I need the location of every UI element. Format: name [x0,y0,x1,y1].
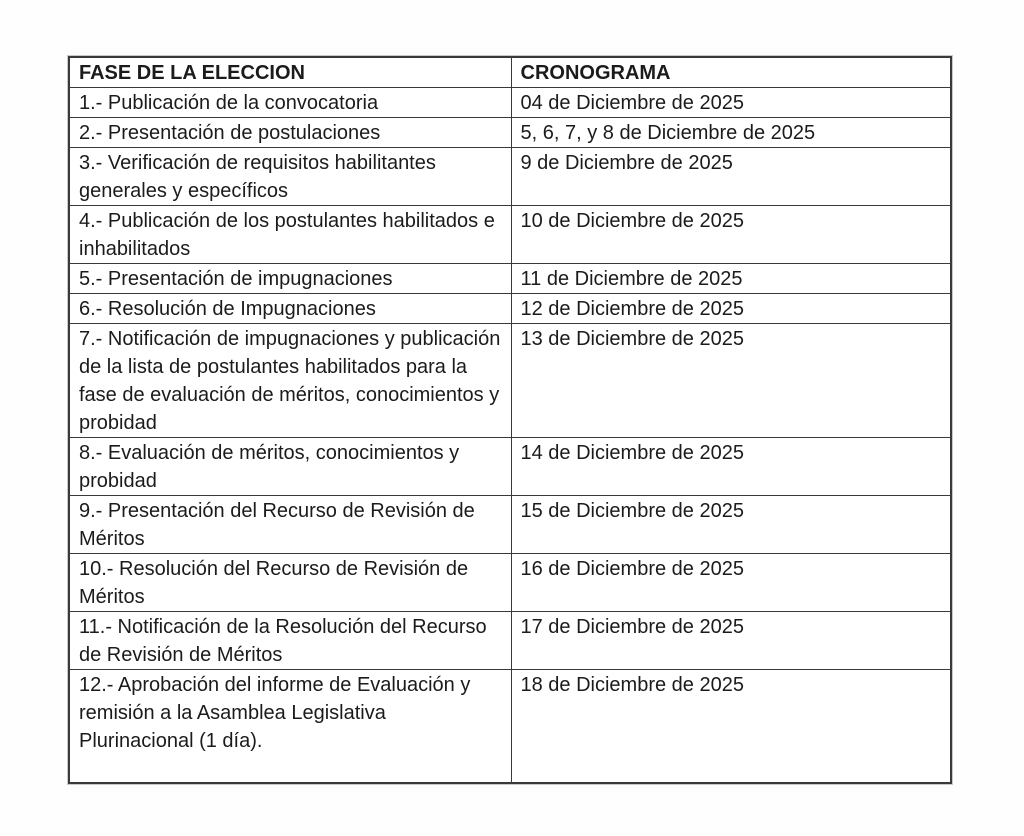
table-row [69,438,951,496]
cronograma-cell: 12 de Diciembre de 2025 [511,294,951,324]
fase-cell: 1.- Publicación de la convocatoria [69,88,511,118]
cronograma-cell: 13 de Diciembre de 2025 [511,324,951,438]
fase-cell: 11.- Notificación de la Resolución del Recurso de Revisión de Méritos [69,612,511,670]
fase-cell: 6.- Resolución de Impugnaciones [69,294,511,324]
election-schedule-table [68,56,952,784]
column-header-cronograma: CRONOGRAMA [511,57,951,88]
cronograma-cell: 9 de Diciembre de 2025 [511,148,951,206]
table-row [69,264,951,294]
fase-cell: 12.- Aprobación del informe de Evaluación y remisión a la Asamblea Legislativa Plurinacional (1 día). [69,670,511,784]
table-row [69,148,951,206]
table-row [69,294,951,324]
fase-cell: 8.- Evaluación de méritos, conocimientos y probidad [69,438,511,496]
fase-cell: 2.- Presentación de postulaciones [69,118,511,148]
fase-cell: 7.- Notificación de impugnaciones y publicación de la lista de postulantes habilitados para la fase de evaluación de méritos, conocimientos y probidad [69,324,511,438]
table-row [69,670,951,784]
cronograma-cell: 10 de Diciembre de 2025 [511,206,951,264]
table-header-row [69,57,951,88]
cronograma-cell: 17 de Diciembre de 2025 [511,612,951,670]
table-row [69,206,951,264]
table-row [69,88,951,118]
cronograma-cell: 15 de Diciembre de 2025 [511,496,951,554]
cronograma-cell: 16 de Diciembre de 2025 [511,554,951,612]
table-row [69,612,951,670]
cronograma-cell: 04 de Diciembre de 2025 [511,88,951,118]
fase-cell: 10.- Resolución del Recurso de Revisión de Méritos [69,554,511,612]
cronograma-cell: 5, 6, 7, y 8 de Diciembre de 2025 [511,118,951,148]
fase-cell: 4.- Publicación de los postulantes habilitados e inhabilitados [69,206,511,264]
cronograma-cell: 11 de Diciembre de 2025 [511,264,951,294]
table-row [69,118,951,148]
table-row [69,554,951,612]
cronograma-cell: 18 de Diciembre de 2025 [511,670,951,784]
fase-cell: 9.- Presentación del Recurso de Revisión de Méritos [69,496,511,554]
fase-cell: 3.- Verificación de requisitos habilitantes generales y específicos [69,148,511,206]
fase-cell: 5.- Presentación de impugnaciones [69,264,511,294]
table-row [69,496,951,554]
column-header-fase: FASE DE LA ELECCION [69,57,511,88]
table-row [69,324,951,438]
cronograma-cell: 14 de Diciembre de 2025 [511,438,951,496]
